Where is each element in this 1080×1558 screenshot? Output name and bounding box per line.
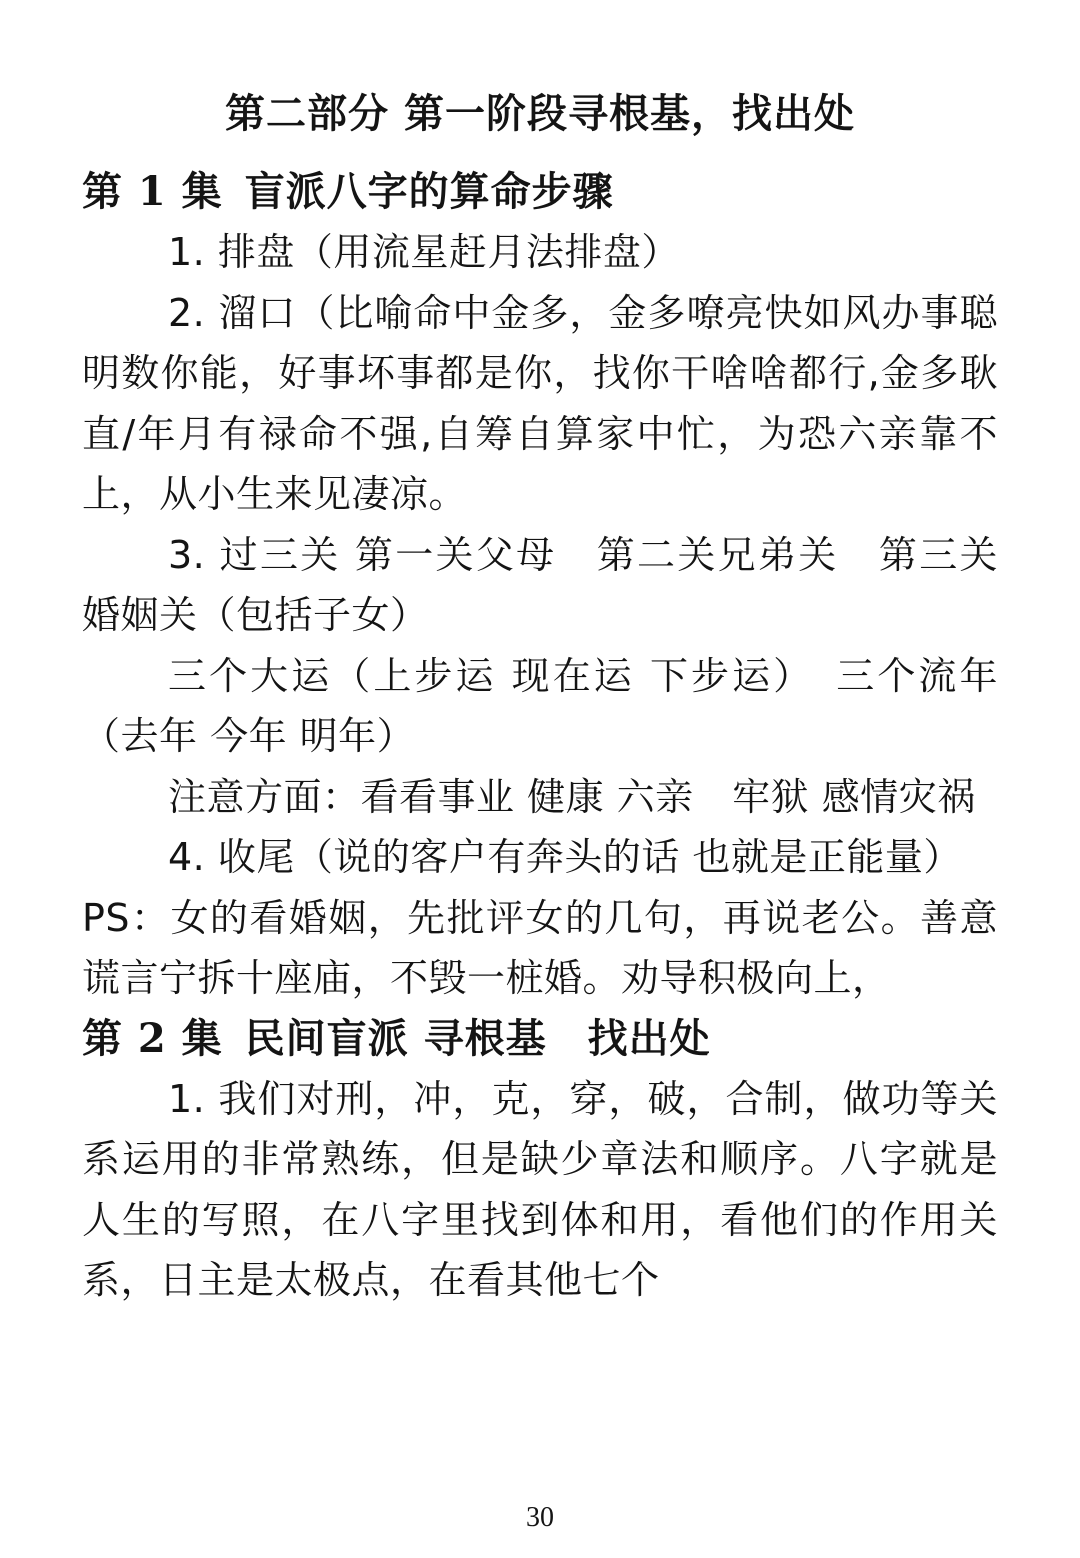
section-heading-2 (82, 1009, 998, 1069)
section-2-paragraph: 1. 我们对刑，冲，克，穿，破，合制，做功等关系运用的非常熟练，但是缺少章法和顺序。八字就是人生的写照，在八字里找到体和用，看他们的作用关系，日主是太极点，在看其他七个 (82, 1076, 998, 1302)
step-4-paragraph: 4. 收尾（说的客户有奔头的话 也就是正能量） (168, 835, 962, 879)
step-1-paragraph: 1. 排盘（用流星赶月法排盘） (168, 230, 680, 274)
section-title: 盲派八字的算命步骤 (244, 168, 614, 215)
episode-number: 第 1 集 (82, 168, 223, 215)
ps-paragraph: PS：女的看婚姻，先批评女的几句，再说老公。善意谎言宁拆十座庙，不毁一桩婚。劝导积极向上， (82, 895, 998, 1000)
step-2-paragraph: 2. 溜口（比喻命中金多，金多嘹亮快如风办事聪明数你能，好事坏事都是你，找你干啥啥都行,金多耿直/年月有禄命不强,自筹自算家中忙，为恐六亲靠不上，从小生来见凄凉。 (82, 290, 998, 516)
episode-number: 第 2 集 (82, 1014, 223, 1062)
luck-cycles-paragraph: 三个大运（上步运 现在运 下步运） 三个流年（去年 今年 明年） (82, 653, 998, 758)
section-title: 民间盲派 寻根基 找出处 (244, 1014, 711, 1062)
part-title: 第二部分 第一阶段寻根基，找出处 (225, 90, 855, 137)
page-content (82, 162, 998, 1311)
step-3-paragraph: 3. 过三关 第一关父母 第二关兄弟关 第三关婚姻关（包括子女） (82, 532, 998, 637)
page-number: 30 (526, 1502, 554, 1533)
section-heading-1 (82, 162, 998, 222)
attention-paragraph: 注意方面：看看事业 健康 六亲 牢狱 感情灾祸 (168, 774, 976, 819)
